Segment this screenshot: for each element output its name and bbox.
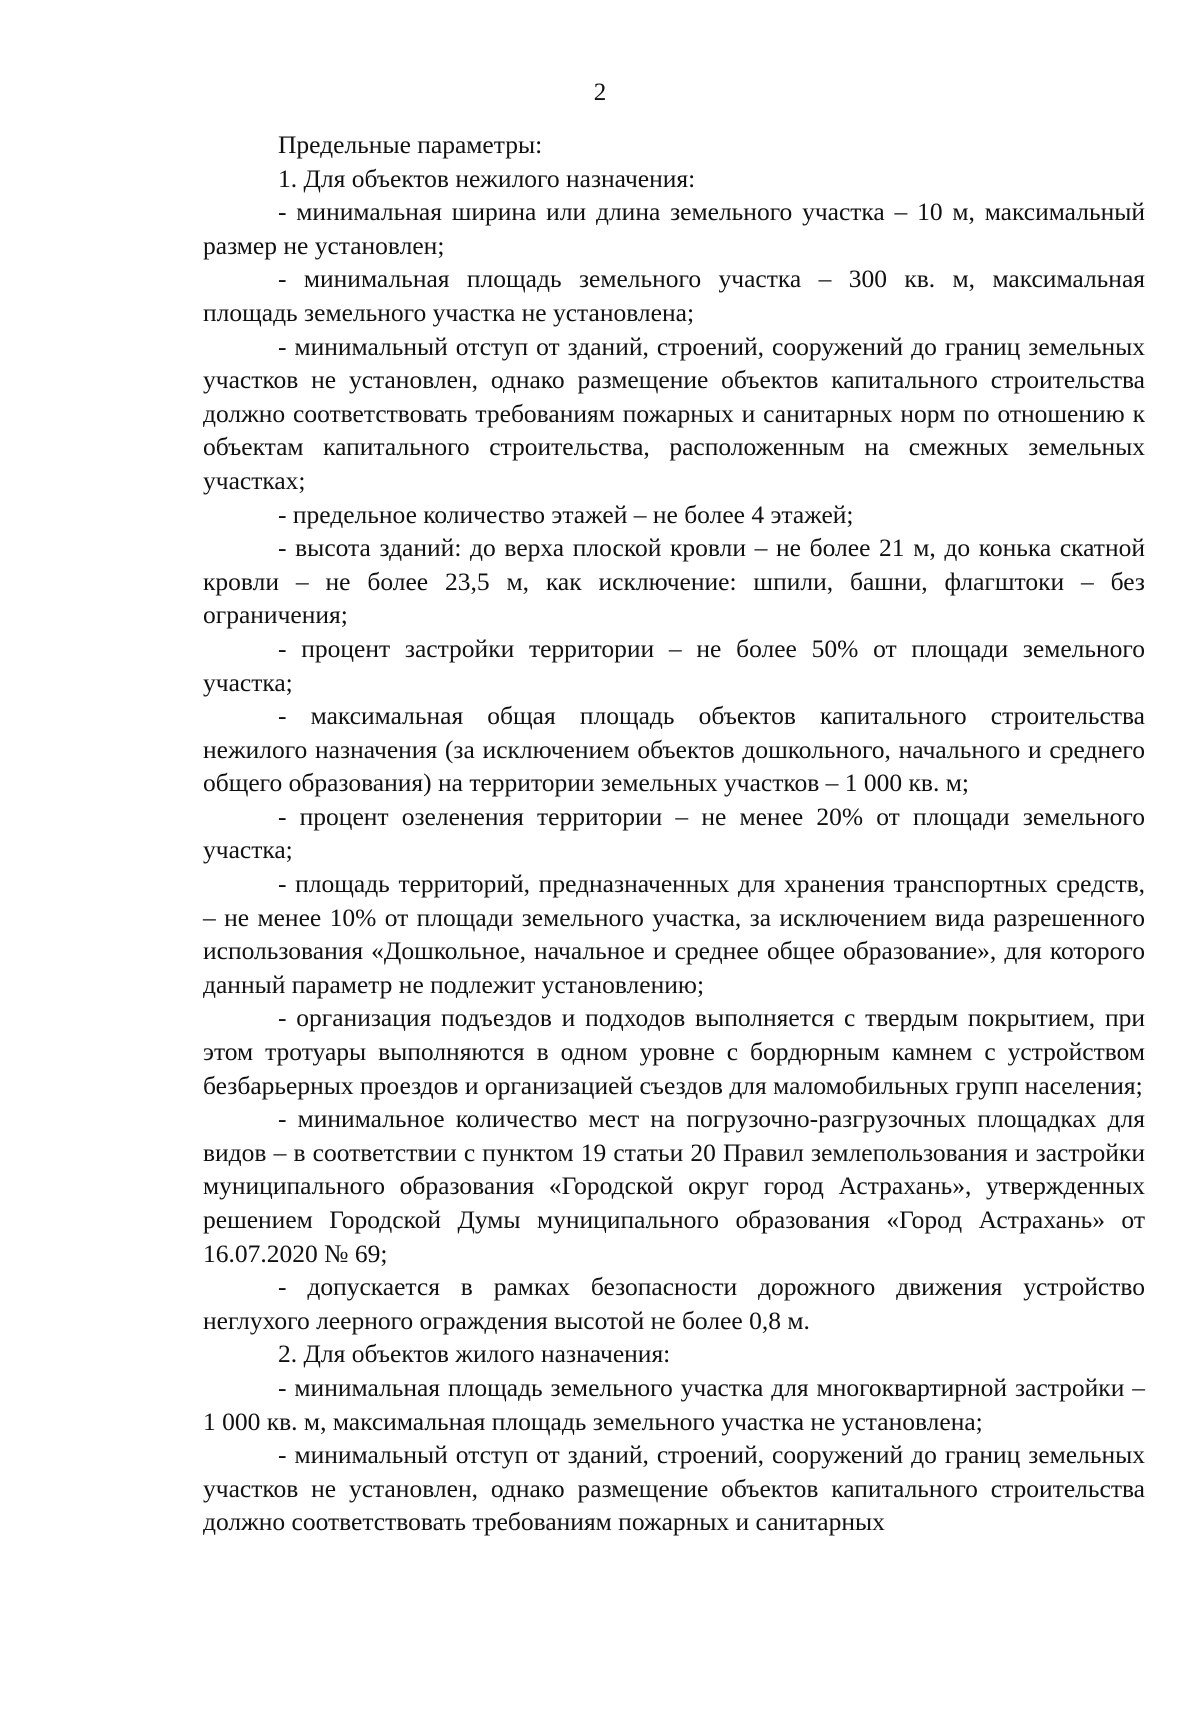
list-item: - минимальный отступ от зданий, строений, сооружений до границ земельных участков не установлен, однако размещение объектов капитального строительства должно соответствовать требованиям пожарных и санитарных норм по отношению к объектам капитального строительства, расположенным на смежных земельных участках;	[203, 331, 1145, 495]
list-item: - предельное количество этажей – не более 4 этажей;	[278, 499, 854, 529]
list-item: - допускается в рамках безопасности дорожного движения устройство неглухого леерного ограждения высотой не более 0,8 м.	[203, 1272, 1145, 1335]
list-item: - организация подъездов и подходов выполняется с твердым покрытием, при этом тротуары выполняются в одном уровне с бордюрным камнем с устройством безбарьерных проездов и организацией съездов для маломобильных групп населения;	[203, 1003, 1145, 1100]
list-item: - минимальное количество мест на погрузочно-разгрузочных площадках для видов – в соответствии с пунктом 19 статьи 20 Правил землепользования и застройки муниципального образования «Городской округ город Астрахань», утвержденных решением Городской Думы муниципального образования «Город Астрахань» от 16.07.2020 № 69;	[203, 1104, 1145, 1268]
list-item: - минимальная площадь земельного участка – 300 кв. м, максимальная площадь земельного участка не установлена;	[203, 264, 1145, 327]
list-item: - высота зданий: до верха плоской кровли – не более 21 м, до конька скатной кровли – не более 23,5 м, как исключение: шпили, башни, флагштоки – без ограничения;	[203, 533, 1145, 630]
list-item: - минимальная ширина или длина земельного участка – 10 м, максимальный размер не установлен;	[203, 197, 1145, 260]
section-2-heading: 2. Для объектов жилого назначения:	[278, 1339, 671, 1369]
list-item: - максимальная общая площадь объектов капитального строительства нежилого назначения (за исключением объектов дошкольного, начального и среднего общего образования) на территории земельных участков – 1 000 кв. м;	[203, 701, 1145, 798]
heading-limit-parameters: Предельные параметры:	[278, 130, 543, 159]
list-item: - минимальная площадь земельного участка для многоквартирной застройки – 1 000 кв. м, максимальная площадь земельного участка не установлена;	[203, 1372, 1145, 1436]
list-item: - минимальный отступ от зданий, строений, сооружений до границ земельных участков не установлен, однако размещение объектов капитального строительства должно соответствовать требованиям пожарных и санитарных	[203, 1440, 1145, 1537]
document-body	[203, 128, 1145, 1539]
list-item: - процент озеленения территории – не менее 20% от площади земельного участка;	[203, 801, 1145, 865]
list-item: - процент застройки территории – не более 50% от площади земельного участка;	[203, 633, 1145, 697]
section-1-heading: 1. Для объектов нежилого назначения:	[278, 163, 696, 193]
list-item: - площадь территорий, предназначенных для хранения транспортных средств, – не менее 10% от площади земельного участка, за исключением вида разрешенного использования «Дошкольное, начальное и среднее общее образование», для которого данный параметр не подлежит установлению;	[203, 869, 1145, 999]
page-number: 2	[593, 79, 607, 106]
